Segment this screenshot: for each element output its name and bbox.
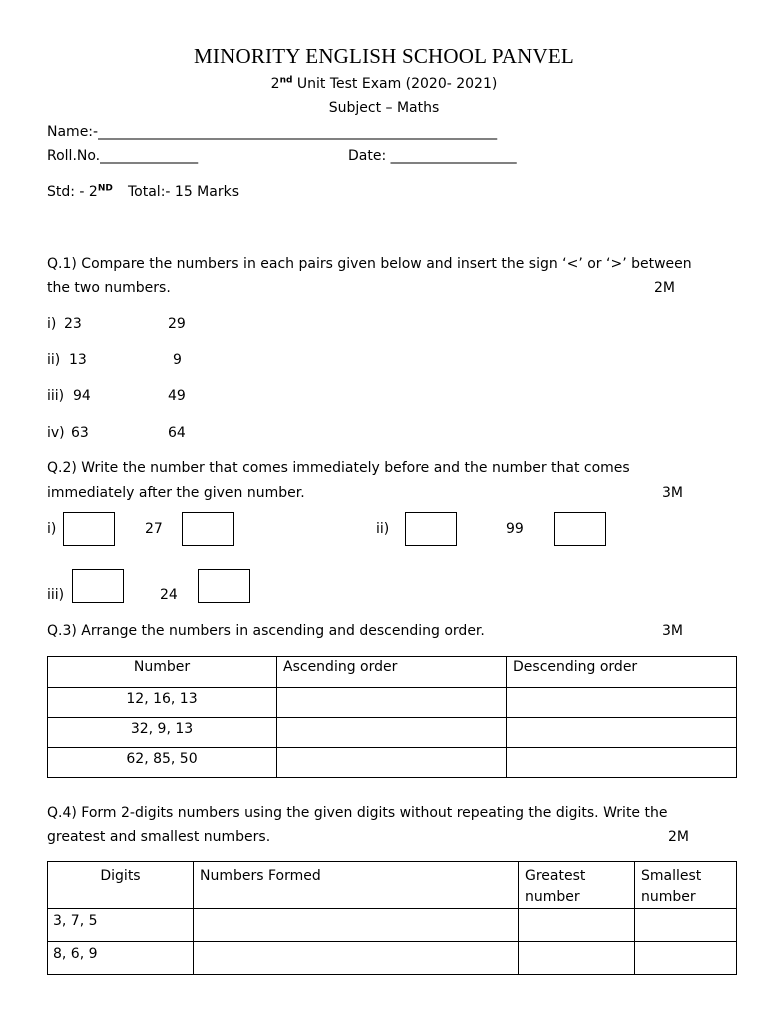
number-cell: 32, 9, 13 [48,718,277,748]
q1-text-line1: Q.1) Compare the numbers in each pairs given below and insert the sign ‘<’ or ‘>’ between [47,256,692,272]
header-cell: Ascending order [277,657,507,688]
greatest-cell[interactable] [519,909,635,942]
header-cell: Digits [48,862,194,909]
q1-item-a: 23 [64,316,82,332]
q2-text-line1: Q.2) Write the number that comes immediately before and the number that comes [47,460,630,476]
table-header-row [48,657,737,688]
table-row [48,748,737,778]
header-cell: Number [48,657,277,688]
q4-text-line1: Q.4) Form 2-digits numbers using the given digits without repeating the digits. Write the [47,805,668,821]
answer-box[interactable] [182,512,234,546]
descending-cell[interactable] [507,688,737,718]
q1-item-label: iii) [47,388,65,404]
subject-line: Subject – Maths [328,100,440,116]
q2-number: 24 [160,587,178,603]
q3-marks: 3M [662,623,683,639]
q1-marks: 2M [654,280,675,296]
descending-cell[interactable] [507,718,737,748]
answer-box[interactable] [554,512,606,546]
q2-item-label: iii) [47,587,65,603]
q4-text-line2: greatest and smallest numbers. [47,829,271,845]
q1-text-line2: the two numbers. [47,280,171,296]
header-cell: Numbers Formed [194,862,519,909]
q3-table [47,656,737,778]
table-row [48,942,737,975]
q2-marks: 3M [662,485,683,501]
roll-field: Roll.No.______________ [47,148,199,164]
q1-item-a: 94 [73,388,91,404]
table-header-row [48,862,737,909]
date-field: Date: __________________ [348,148,517,164]
q2-item-label: ii) [376,521,390,537]
greatest-cell[interactable] [519,942,635,975]
header-cell: Greatest number [519,862,635,909]
q3-text: Q.3) Arrange the numbers in ascending and descending order. [47,623,485,639]
q4-marks: 2M [668,829,689,845]
table-row [48,718,737,748]
numbers-formed-cell[interactable] [194,909,519,942]
numbers-formed-cell[interactable] [194,942,519,975]
name-field: Name:-_________________________________________________________ [47,124,498,140]
header-cell: Smallest number [635,862,737,909]
q1-item-b: 29 [168,316,186,332]
descending-cell[interactable] [507,748,737,778]
table-row [48,688,737,718]
answer-box[interactable] [72,569,124,603]
header-cell: Descending order [507,657,737,688]
number-cell: 12, 16, 13 [48,688,277,718]
smallest-cell[interactable] [635,942,737,975]
exam-title: 2nd Unit Test Exam (2020- 2021) [270,75,498,92]
answer-box[interactable] [198,569,250,603]
ascending-cell[interactable] [277,688,507,718]
q2-item-label: i) [47,521,57,537]
q1-item-label: ii) [47,352,61,368]
std-label: Std: - 2ND [47,183,113,200]
table-row [48,909,737,942]
q1-item-label: iv) [47,425,65,441]
digits-cell: 3, 7, 5 [48,909,194,942]
digits-cell: 8, 6, 9 [48,942,194,975]
q2-number: 27 [145,521,163,537]
q1-item-b: 9 [173,352,182,368]
q2-number: 99 [506,521,524,537]
q4-table [47,861,737,975]
q2-text-line2: immediately after the given number. [47,485,305,501]
q1-item-b: 64 [168,425,186,441]
q1-item-b: 49 [168,388,186,404]
q1-item-a: 63 [71,425,89,441]
ascending-cell[interactable] [277,748,507,778]
answer-box[interactable] [63,512,115,546]
answer-box[interactable] [405,512,457,546]
school-title: MINORITY ENGLISH SCHOOL PANVEL [194,44,574,68]
total-marks: Total:- 15 Marks [128,184,239,200]
smallest-cell[interactable] [635,909,737,942]
ascending-cell[interactable] [277,718,507,748]
number-cell: 62, 85, 50 [48,748,277,778]
q1-item-label: i) [47,316,57,332]
q1-item-a: 13 [69,352,87,368]
